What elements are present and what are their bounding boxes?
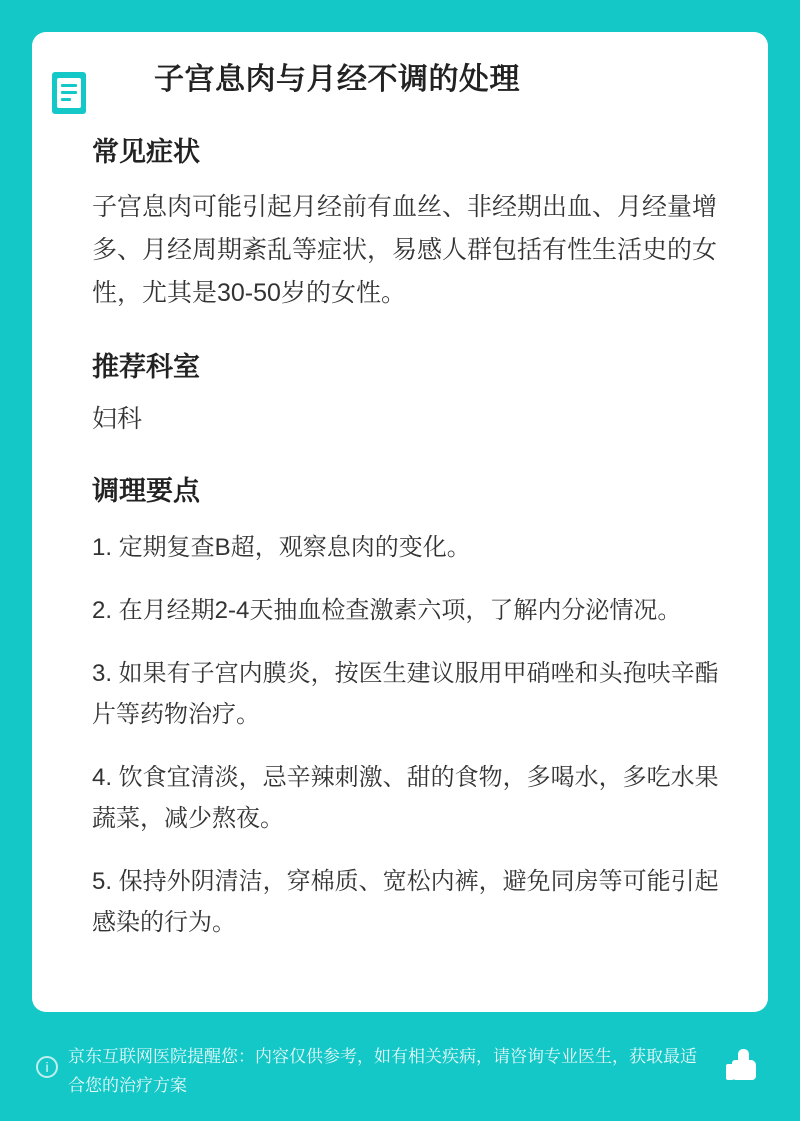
footer [32,1030,768,1100]
section-heading-symptoms: 常见症状 [92,137,200,167]
care-tips-list [62,527,738,943]
section-body-department: 妇科 [92,405,143,433]
section-body-symptoms: 子宫息肉可能引起月经前有血丝、非经期出血、月经量增多、月经周期紊乱等症状，易感人群包括有性生活史的女性，尤其是30-50岁的女性。 [92,193,718,307]
thumbs-up-icon[interactable] [726,1048,760,1082]
page-title: 子宫息肉与月经不调的处理 [154,63,520,96]
article-card [32,32,768,1012]
info-icon: i [36,1056,58,1078]
list-item: 4. 饮食宜清淡，忌辛辣刺激、甜的食物，多喝水，多吃水果蔬菜，减少熬夜。 [92,764,719,832]
footer-disclaimer: 京东互联网医院提醒您：内容仅供参考，如有相关疾病，请咨询专业医生，获取最适合您的治疗方案 [68,1047,697,1095]
section-heading-department: 推荐科室 [92,352,200,382]
list-item: 5. 保持外阴清洁，穿棉质、宽松内裤，避免同房等可能引起感染的行为。 [92,868,719,936]
list-item: 3. 如果有子宫内膜炎，按医生建议服用甲硝唑和头孢呋辛酯片等药物治疗。 [92,660,719,728]
section-heading-care-tips: 调理要点 [92,476,200,506]
document-icon [46,70,94,118]
list-item: 1. 定期复查B超，观察息肉的变化。 [92,534,471,561]
list-item: 2. 在月经期2-4天抽血检查激素六项，了解内分泌情况。 [92,597,682,624]
